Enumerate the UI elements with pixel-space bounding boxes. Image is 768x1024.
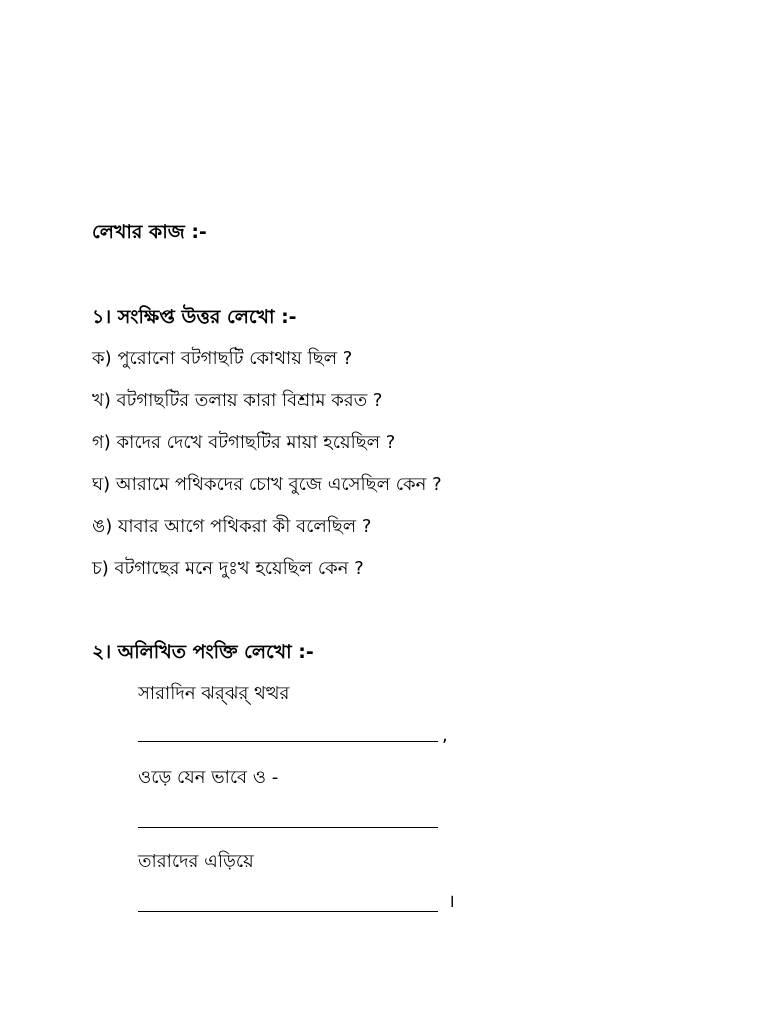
answer-blank-1 bbox=[138, 741, 438, 742]
blank-3-punctuation: । bbox=[448, 891, 455, 912]
poem-line-3: তারাদের এড়িয়ে bbox=[138, 851, 254, 872]
q1-item-cha: চ) বটগাছের মনে দুঃখ হয়েছিল কেন ? bbox=[92, 558, 364, 579]
q1-item-uma: ঙ) যাবার আগে পথিকরা কী বলেছিল ? bbox=[92, 516, 372, 537]
q1-item-ga: গ) কাদের দেখে বটগাছটির মায়া হয়েছিল ? bbox=[92, 432, 396, 453]
blank-1-punctuation: , bbox=[442, 725, 448, 746]
q2-heading: ২। অলিখিত পংক্তি লেখো :- bbox=[92, 641, 314, 663]
q1-item-ka: ক) পুরোনো বটগাছটি কোথায় ছিল ? bbox=[92, 348, 353, 369]
q1-item-gha: ঘ) আরামে পথিকদের চোখ বুজে এসেছিল কেন ? bbox=[92, 474, 442, 495]
answer-blank-2 bbox=[138, 827, 438, 828]
poem-line-2: ওড়ে যেন ভাবে ও - bbox=[138, 767, 279, 788]
q1-item-kha: খ) বটগাছটির তলায় কারা বিশ্রাম করত ? bbox=[92, 390, 383, 411]
q1-heading: ১। সংক্ষিপ্ত উত্তর লেখো :- bbox=[92, 306, 297, 328]
section-title: লেখার কাজ :- bbox=[92, 221, 207, 243]
answer-blank-3 bbox=[138, 911, 438, 912]
poem-line-1: সারাদিন ঝর্‌ঝর্‌ থত্থর bbox=[138, 683, 290, 704]
